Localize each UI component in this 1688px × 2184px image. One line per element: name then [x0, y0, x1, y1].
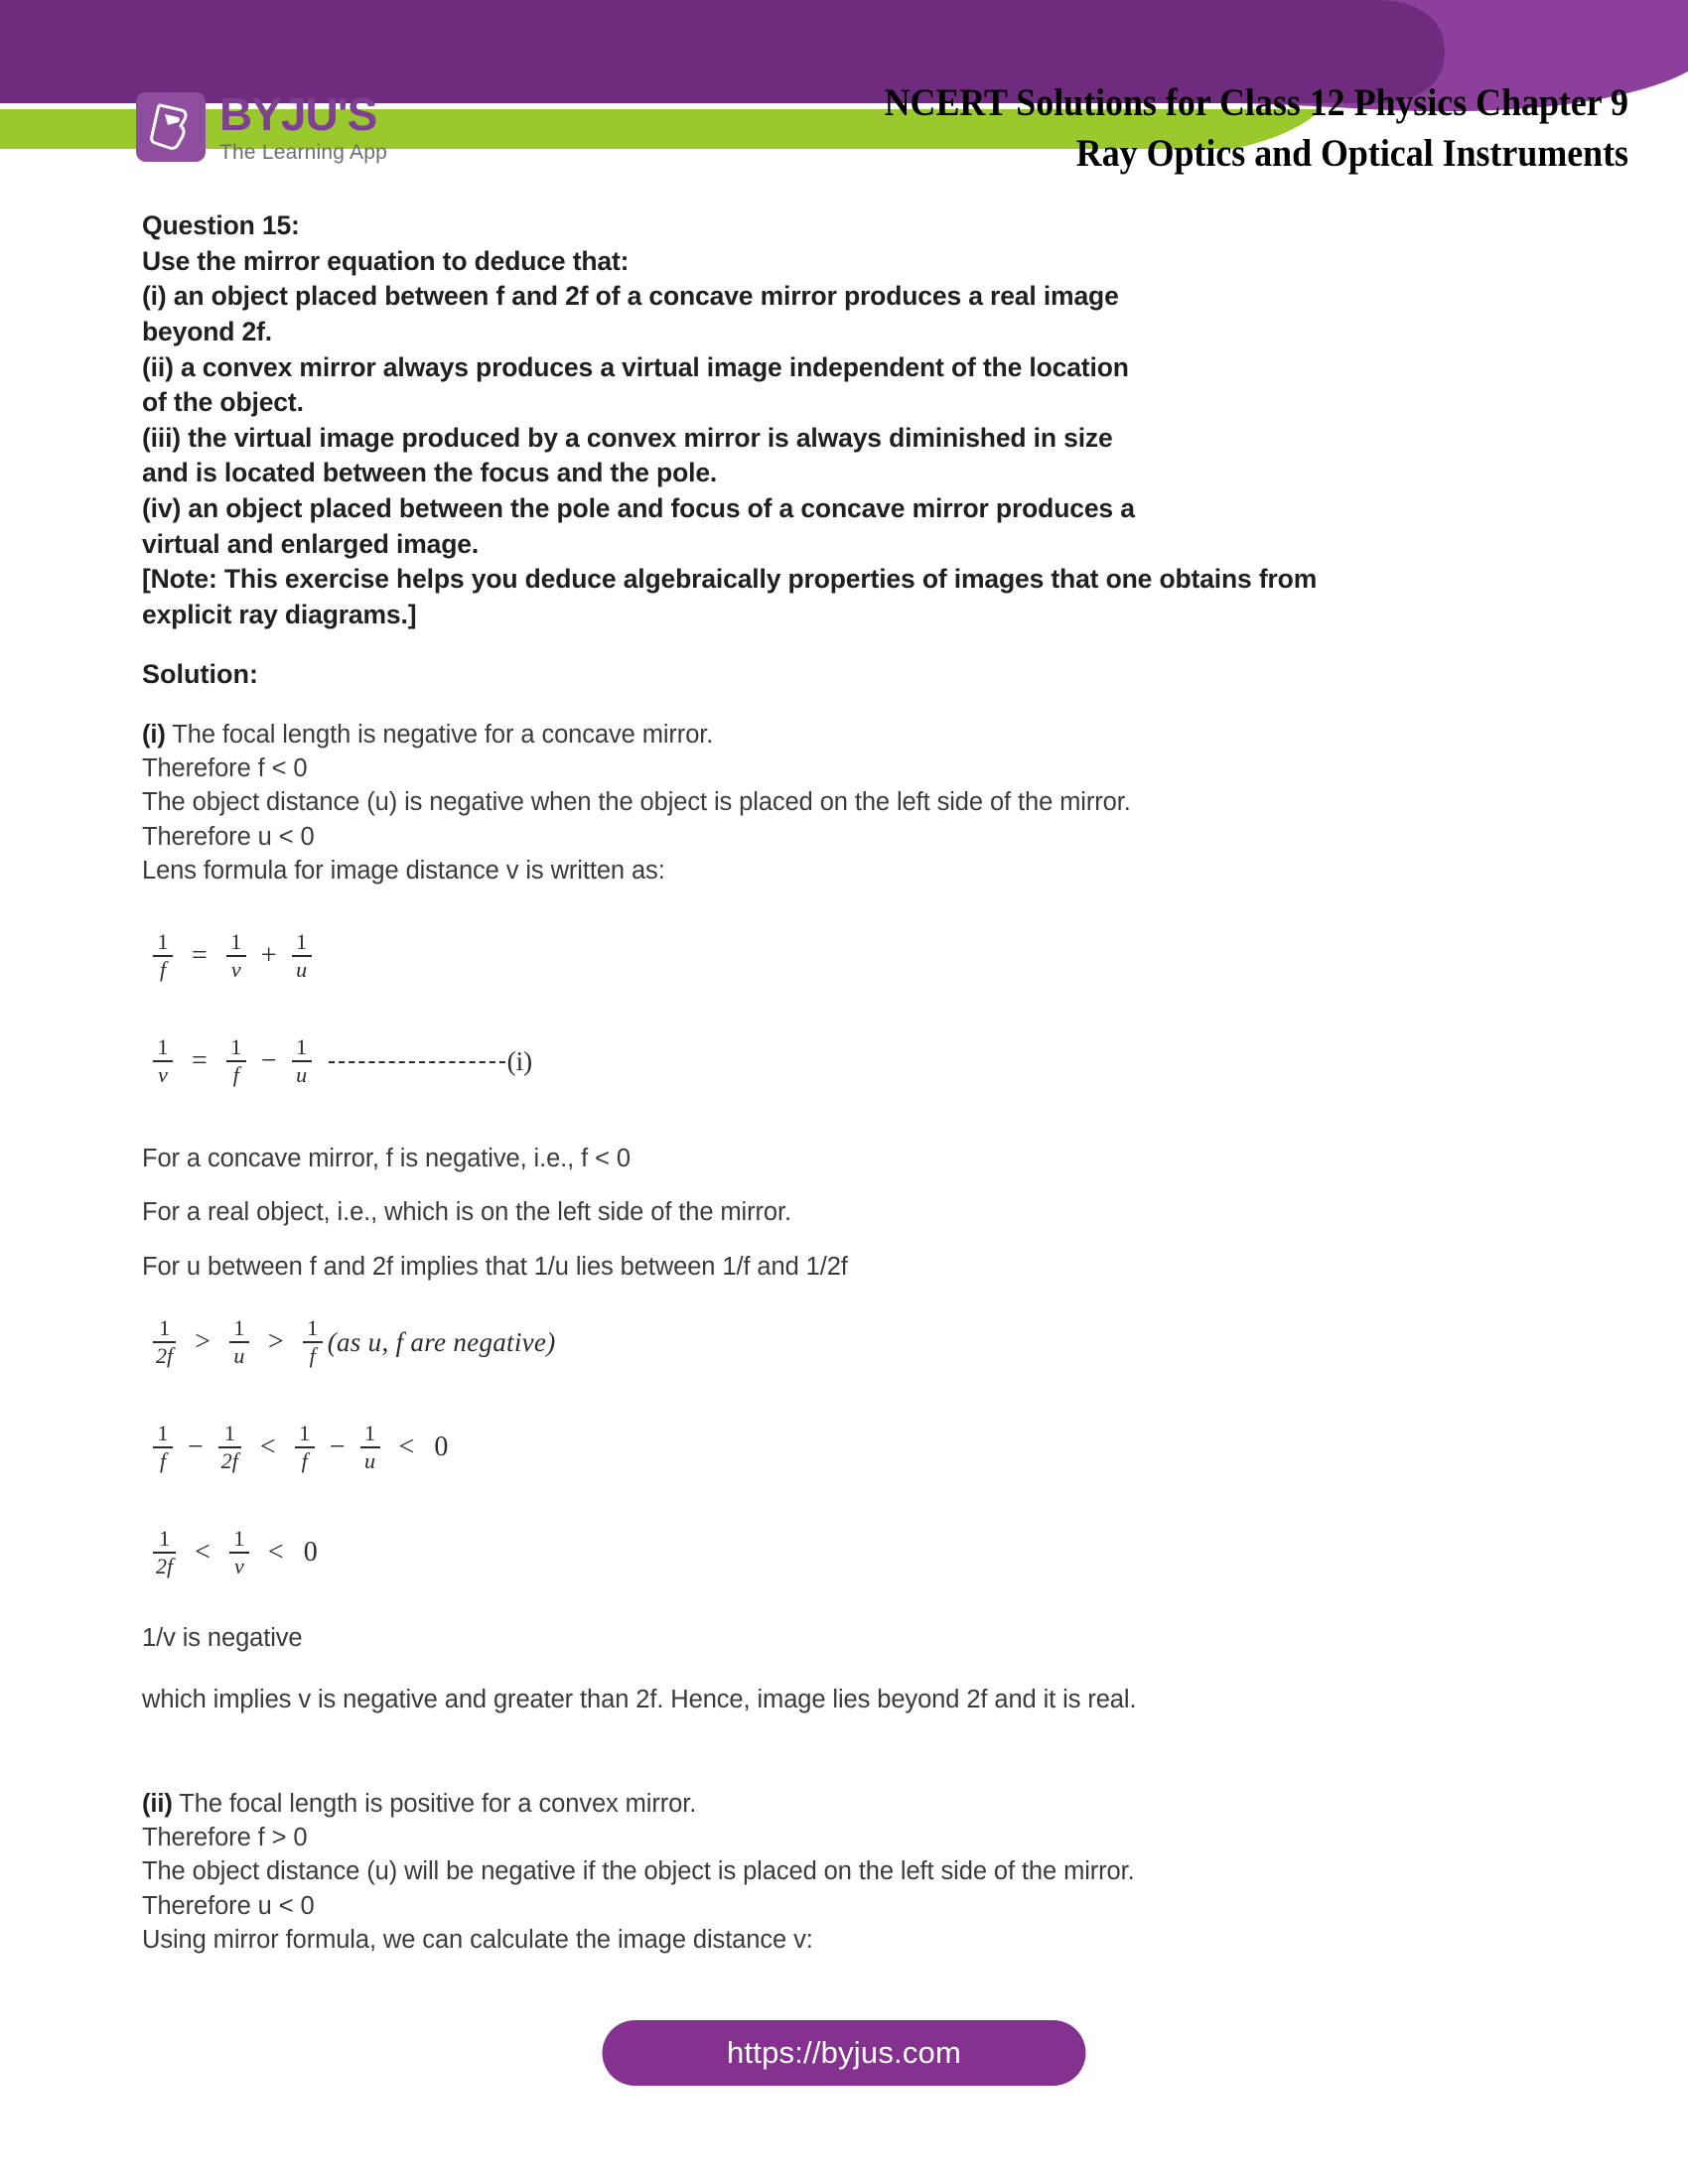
part-i-line: Therefore f < 0: [142, 753, 308, 782]
zero-value: 0: [303, 1537, 318, 1569]
question-prompt: Use the mirror equation to deduce that:: [142, 245, 630, 276]
greater-than-operator: >: [267, 1326, 284, 1358]
part-ii-marker: (ii): [142, 1789, 173, 1818]
part-i-line: The object distance (u) is negative when the object is placed on the left side of the mirror.: [142, 788, 1131, 817]
part-ii-line: Using mirror formula, we can calculate the image distance v:: [142, 1925, 813, 1954]
question-item: (iii) the virtual image produced by a convex mirror is always diminished in size: [142, 422, 1113, 453]
equation-image-distance: [150, 1036, 1562, 1086]
conclusion-line-2: which implies v is negative and greater than 2f. Hence, image lies beyond 2f and it is real.: [142, 1686, 1137, 1714]
dashed-leader: [329, 1061, 505, 1063]
fraction-one-over-u: $\frac{1}{u}$: [292, 1036, 312, 1086]
page-title-line1: NCERT Solutions for Class 12 Physics Chapter 9: [884, 81, 1628, 124]
byjus-logo: [136, 88, 387, 164]
fraction-one-over-f: $\frac{1}{f}$: [295, 1423, 315, 1472]
fraction-one-over-f: $\frac{1}{f}$: [226, 1036, 246, 1086]
part-i-marker: (i): [142, 720, 166, 749]
fraction-one-over-f: $\frac{1}{f}$: [153, 1423, 173, 1472]
fraction-one-over-2f: $\frac{1}{2f}$: [153, 1317, 176, 1367]
minus-operator: −: [188, 1432, 204, 1463]
solution-heading: Solution:: [142, 658, 258, 689]
logo-tagline: The Learning App: [219, 141, 387, 164]
byjus-url-button[interactable]: https://byjus.com: [603, 2020, 1086, 2086]
part-i-line: Lens formula for image distance v is written as:: [142, 856, 665, 885]
part-ii-line: Therefore u < 0: [142, 1891, 315, 1920]
question-item: (ii) a convex mirror always produces a virtual image independent of the location: [142, 351, 1129, 382]
zero-value: 0: [434, 1432, 449, 1463]
minus-operator: −: [260, 1045, 277, 1077]
inequality-note: (as u, f are negative): [327, 1326, 556, 1357]
page-title-line2: Ray Optics and Optical Instruments: [1075, 132, 1628, 176]
fraction-one-over-u: $\frac{1}{u}$: [360, 1423, 380, 1472]
question-label: Question 15:: [142, 210, 300, 240]
page-title: [687, 77, 1628, 180]
solution-statement: For a real object, i.e., which is on the left side of the mirror.: [142, 1198, 791, 1227]
document-body: [142, 208, 1562, 1957]
question-item: of the object.: [142, 387, 304, 418]
fraction-one-over-2f: $\frac{1}{2f}$: [153, 1528, 176, 1577]
greater-than-operator: >: [195, 1326, 211, 1358]
question-item: beyond 2f.: [142, 316, 273, 346]
fraction-one-over-f: $\frac{1}{f}$: [303, 1317, 323, 1367]
fraction-one-over-v: $\frac{1}{v}$: [229, 1528, 249, 1577]
conclusion-line-1: 1/v is negative: [142, 1624, 303, 1653]
fraction-one-over-f: $\frac{1}{f}$: [153, 931, 173, 981]
question-note: explicit ray diagrams.]: [142, 600, 417, 630]
byjus-b-mark-icon: [136, 92, 206, 162]
equation-number: (i): [315, 1046, 532, 1077]
fraction-one-over-2f: $\frac{1}{2f}$: [218, 1423, 241, 1472]
inequality-u-range: [150, 1317, 1562, 1367]
fraction-one-over-u: $\frac{1}{u}$: [292, 931, 312, 981]
question-item: virtual and enlarged image.: [142, 528, 480, 559]
minus-operator: −: [329, 1432, 346, 1463]
solution-statement: For a concave mirror, f is negative, i.e., f < 0: [142, 1145, 631, 1173]
less-than-operator: <: [267, 1537, 284, 1569]
part-ii-line: The focal length is positive for a convex mirror.: [172, 1789, 697, 1818]
less-than-operator: <: [259, 1432, 276, 1463]
part-ii-line: The object distance (u) will be negative if the object is placed on the left side of the mirror.: [142, 1857, 1135, 1886]
fraction-one-over-v: $\frac{1}{v}$: [153, 1036, 173, 1086]
solution-statement: For u between f and 2f implies that 1/u lies between 1/f and 1/2f: [142, 1252, 848, 1281]
equation-mirror-formula: [150, 931, 1562, 981]
plus-operator: +: [260, 940, 277, 972]
part-i-line: Therefore u < 0: [142, 822, 315, 851]
solution-part-ii-text: [142, 1787, 1562, 1957]
inequality-subtraction: [150, 1423, 1562, 1472]
question-block: [142, 208, 1562, 633]
question-item: (iv) an object placed between the pole and focus of a concave mirror produces a: [142, 493, 1135, 524]
fraction-one-over-v: $\frac{1}{v}$: [226, 931, 246, 981]
logo-brand-text: BYJU'S: [219, 88, 377, 140]
equals-operator: =: [192, 1045, 208, 1077]
inequality-v-range: [150, 1528, 1562, 1577]
part-ii-line: Therefore f > 0: [142, 1823, 308, 1851]
question-item: and is located between the focus and the pole.: [142, 458, 718, 488]
less-than-operator: <: [398, 1432, 415, 1463]
equals-operator: =: [192, 940, 208, 972]
part-i-line: The focal length is negative for a concave mirror.: [165, 720, 714, 749]
less-than-operator: <: [195, 1537, 211, 1569]
question-item: (i) an object placed between f and 2f of a concave mirror produces a real image: [142, 281, 1119, 312]
fraction-one-over-u: $\frac{1}{u}$: [229, 1317, 249, 1367]
solution-part-i-text: [142, 718, 1562, 887]
question-note: [Note: This exercise helps you deduce algebraically properties of images that one obtains from: [142, 564, 1318, 595]
